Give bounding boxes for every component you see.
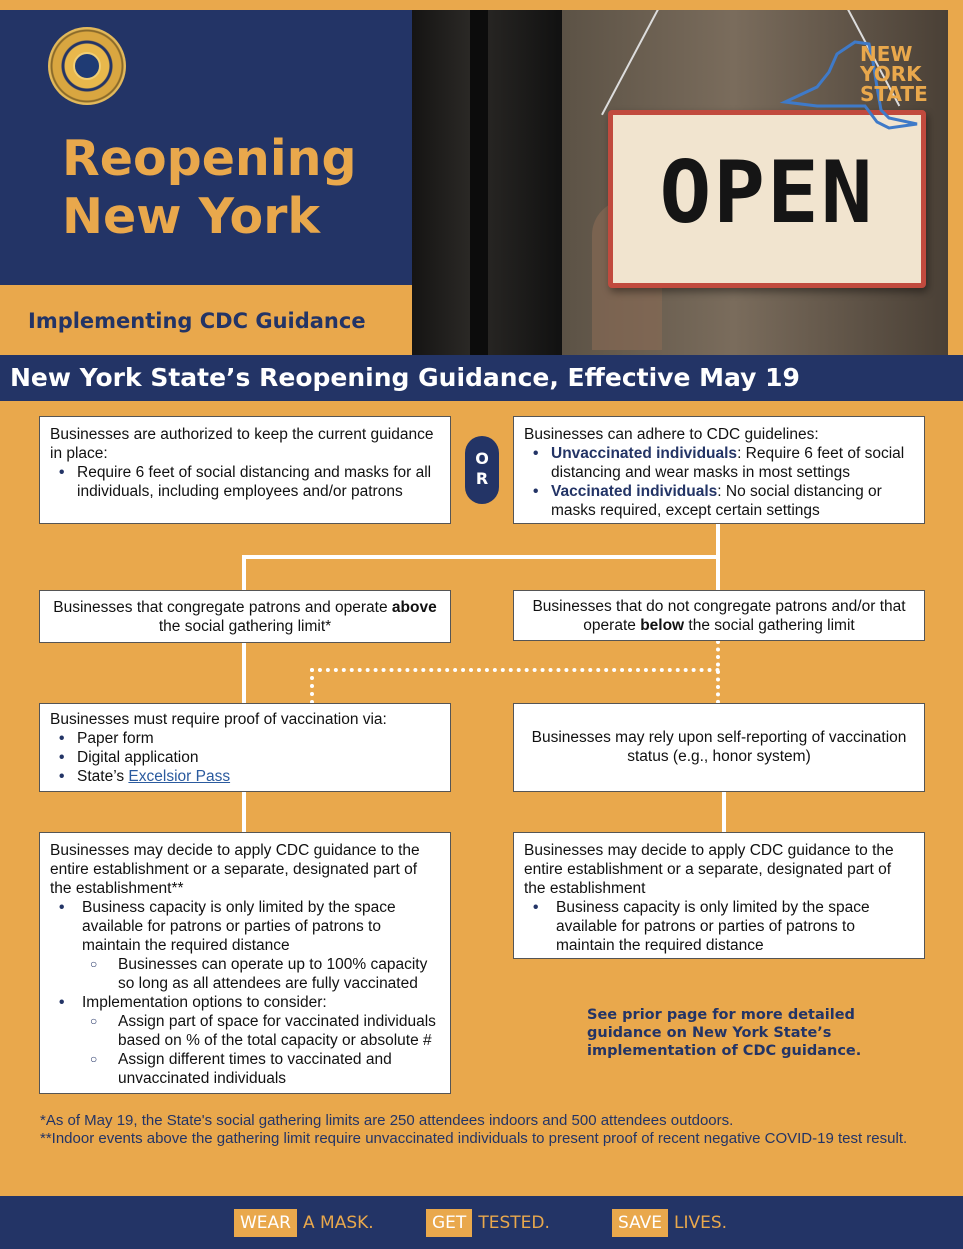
footnote-1: *As of May 19, the State's social gathering limits are 250 attendees indoors and 500 attendees outdoors. bbox=[40, 1112, 734, 1129]
footer-get-tested bbox=[426, 1209, 550, 1237]
title-line-1: Reopening bbox=[62, 130, 357, 187]
dotted-connector-horizontal bbox=[310, 668, 720, 672]
connector-right-low bbox=[722, 791, 726, 832]
left-box4-intro: Businesses may decide to apply CDC guidance to the entire establishment or a separate, designated part of the establishment** bbox=[50, 842, 420, 897]
footer-item3-highlight: SAVE bbox=[612, 1209, 668, 1237]
left-box-above-limit bbox=[39, 590, 451, 643]
unvaccinated-text: : Require 6 feet of social distancing and wear masks in most settings bbox=[551, 445, 905, 481]
title-line-2: New York bbox=[62, 188, 320, 245]
left-box2-bold: above bbox=[391, 599, 437, 616]
page-subtitle: Implementing CDC Guidance bbox=[28, 309, 366, 333]
list-item: ○ Assign part of space for vaccinated individuals based on % of the total capacity or absolute # bbox=[50, 1012, 440, 1050]
hero-photo bbox=[412, 10, 948, 355]
or-letter-o: O bbox=[475, 449, 489, 468]
left-box1-intro: Businesses are authorized to keep the current guidance in place: bbox=[50, 426, 434, 462]
prior-page-note: See prior page for more detailed guidance on New York State’s implementation of CDC guidance. bbox=[587, 1007, 862, 1059]
nys-logo bbox=[860, 44, 928, 104]
right-box-below-limit bbox=[513, 590, 925, 641]
right-box1-list bbox=[524, 444, 914, 520]
right-box2-post: the social gathering limit bbox=[688, 617, 855, 634]
logo-line-2: YORK bbox=[860, 62, 922, 86]
list-item: • Require 6 feet of social distancing and masks for all individuals, including employees and/or patrons bbox=[50, 463, 440, 501]
logo-line-3: STATE bbox=[860, 82, 928, 106]
list-item: • Implementation options to consider: bbox=[50, 993, 440, 1012]
footer-item1-highlight: WEAR bbox=[234, 1209, 297, 1237]
list-item bbox=[524, 482, 914, 520]
left-box4-list bbox=[50, 898, 440, 1088]
list-item: • Paper form bbox=[50, 729, 440, 748]
footnote-2: **Indoor events above the gathering limit require unvaccinated individuals to present proof of recent negative COVID-19 test result. bbox=[40, 1130, 908, 1147]
right-box-apply-guidance bbox=[513, 832, 925, 959]
logo-line-1: NEW bbox=[860, 42, 913, 66]
footer-save-lives bbox=[612, 1209, 727, 1237]
list-item: • Business capacity is only limited by the space available for patrons or parties of patrons to maintain the required distance bbox=[524, 898, 914, 955]
left-box2-post: the social gathering limit* bbox=[158, 618, 332, 635]
list-item bbox=[524, 444, 914, 482]
dotted-connector-left bbox=[310, 668, 314, 704]
footer-wear-mask bbox=[234, 1209, 374, 1237]
list-item: ○ Assign different times to vaccinated and unvaccinated individuals bbox=[50, 1050, 440, 1088]
vaccinated-text: : No social distancing or masks required, except certain settings bbox=[551, 483, 882, 519]
excelsior-pass-link[interactable]: Excelsior Pass bbox=[128, 768, 231, 785]
excelsior-pre: State’s bbox=[77, 768, 125, 785]
footnotes bbox=[40, 1112, 930, 1148]
connector-right-branch bbox=[716, 555, 720, 591]
left-box-apply-guidance bbox=[39, 832, 451, 1094]
footer-item2-highlight: GET bbox=[426, 1209, 472, 1237]
state-seal-icon bbox=[48, 27, 126, 105]
connector-left-down bbox=[242, 555, 246, 591]
section-title: New York State’s Reopening Guidance, Effective May 19 bbox=[10, 363, 800, 392]
page-title bbox=[62, 130, 357, 246]
connector-right-down bbox=[716, 523, 720, 557]
list-item bbox=[50, 767, 440, 786]
footer-item1-text: A MASK. bbox=[303, 1213, 374, 1233]
unvaccinated-label: Unvaccinated individuals bbox=[551, 445, 738, 462]
right-box-self-reporting bbox=[513, 703, 925, 792]
footer-item3-text: LIVES. bbox=[674, 1213, 728, 1233]
open-sign-text: OPEN bbox=[659, 143, 875, 243]
list-item: • Business capacity is only limited by the space available for patrons or parties of patrons to maintain the required distance bbox=[50, 898, 440, 955]
right-box4-list bbox=[524, 898, 914, 955]
right-box1-intro: Businesses can adhere to CDC guidelines: bbox=[524, 426, 819, 443]
right-box-cdc-guidelines bbox=[513, 416, 925, 524]
or-letter-r: R bbox=[475, 469, 489, 488]
door-post-edge bbox=[470, 10, 488, 355]
right-box3-text: Businesses may rely upon self-reporting of vaccination status (e.g., honor system) bbox=[531, 729, 907, 765]
connector-left-low bbox=[242, 791, 246, 833]
or-badge bbox=[465, 436, 499, 504]
dotted-connector-right bbox=[716, 640, 720, 704]
left-box3-list bbox=[50, 729, 440, 786]
left-box1-list bbox=[50, 463, 440, 501]
left-box3-intro: Businesses must require proof of vaccination via: bbox=[50, 711, 387, 728]
connector-horizontal bbox=[242, 555, 720, 559]
left-box2-pre: Businesses that congregate patrons and operate bbox=[53, 599, 388, 616]
open-sign bbox=[608, 110, 926, 288]
left-box-proof-of-vaccination bbox=[39, 703, 451, 792]
list-item: ○ Businesses can operate up to 100% capacity so long as all attendees are fully vaccinated bbox=[50, 955, 440, 993]
top-strip bbox=[0, 0, 963, 10]
sign-string-left bbox=[601, 10, 664, 115]
left-box-current-guidance bbox=[39, 416, 451, 524]
footer-item2-text: TESTED. bbox=[478, 1213, 550, 1233]
connector-left-mid bbox=[242, 642, 246, 704]
right-box2-bold: below bbox=[640, 617, 685, 634]
right-box4-intro: Businesses may decide to apply CDC guidance to the entire establishment or a separate, designated part of the establishment bbox=[524, 842, 894, 897]
list-item: • Digital application bbox=[50, 748, 440, 767]
right-box2-pre: Businesses that do not congregate patrons and/or that operate bbox=[532, 598, 906, 634]
vaccinated-label: Vaccinated individuals bbox=[551, 483, 718, 500]
